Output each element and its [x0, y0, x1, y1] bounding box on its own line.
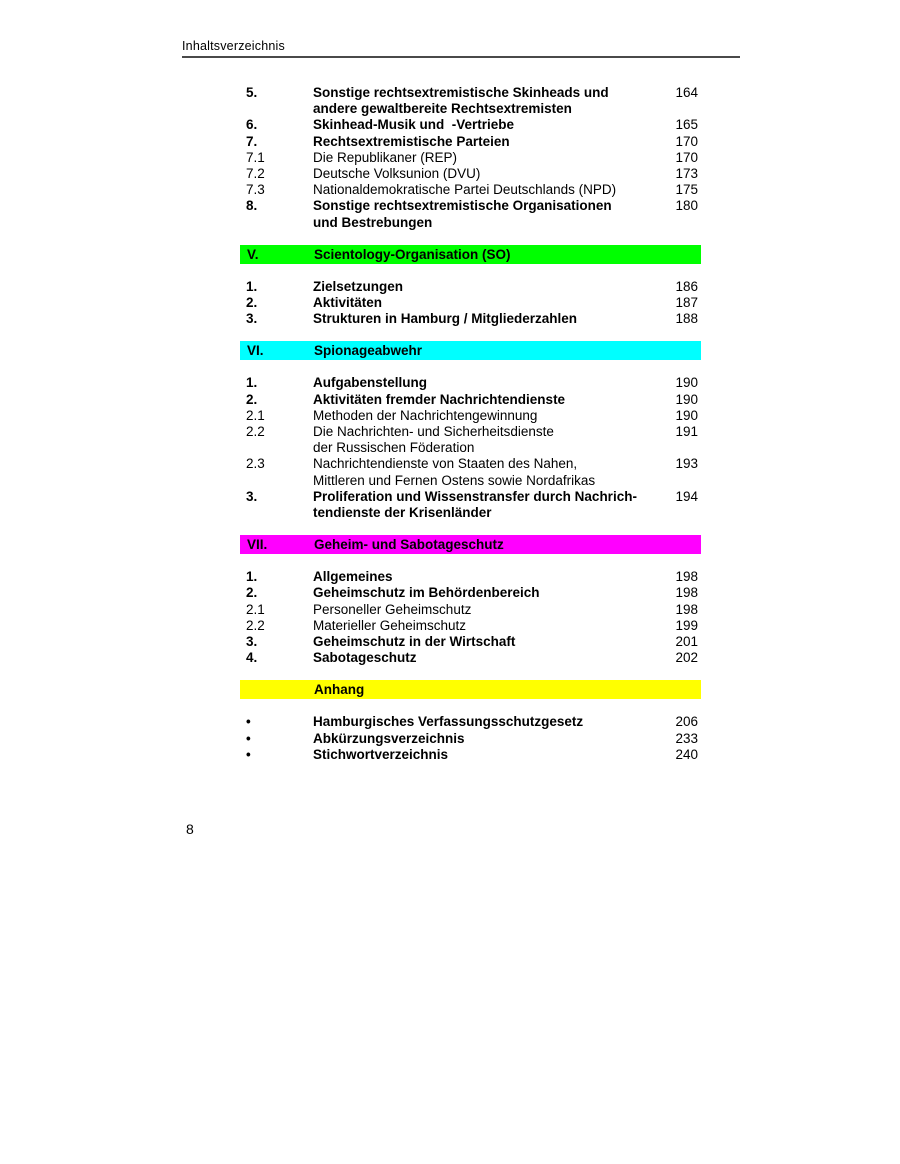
entry-title-line: Skinhead-Musik und -Vertriebe — [313, 117, 515, 133]
entry-title — [313, 424, 651, 456]
entry-title — [313, 747, 651, 763]
entry-page-number: 202 — [675, 650, 698, 666]
entry-number: 6. — [246, 117, 258, 133]
page-header-title: Inhaltsverzeichnis — [182, 39, 285, 53]
toc-entry — [240, 747, 701, 763]
entry-title-line: Sonstige rechtsextremistische Skinheads und — [313, 85, 609, 100]
bullet-icon: • — [246, 714, 251, 730]
toc-entry — [240, 602, 701, 618]
entry-title — [313, 618, 651, 634]
entry-title-line: Hamburgisches Verfassungsschutzgesetz — [313, 714, 584, 730]
entry-title — [313, 166, 651, 182]
entry-title-line: Stichwortverzeichnis — [313, 746, 449, 762]
entry-number: 1. — [246, 375, 258, 391]
entry-page-number: 190 — [675, 391, 698, 407]
entry-title-line: Geheimschutz in der Wirtschaft — [313, 634, 516, 650]
bullet-icon: • — [246, 746, 251, 762]
entry-page-number: 198 — [675, 585, 698, 601]
section-number: V. — [247, 246, 259, 262]
entry-number: 7.1 — [246, 149, 265, 165]
entry-title — [313, 634, 651, 650]
section-number: VI. — [247, 343, 264, 359]
entry-number: 2.2 — [246, 617, 265, 633]
entry-page-number: 194 — [675, 488, 698, 504]
toc-entry — [240, 198, 701, 230]
section-number: VII. — [247, 537, 268, 553]
section-title: Spionageabwehr — [314, 343, 423, 359]
entry-page-number: 206 — [675, 714, 698, 730]
entry-title — [313, 602, 651, 618]
toc-entry — [240, 311, 701, 327]
toc-entry — [240, 182, 701, 198]
toc-entry — [240, 634, 701, 650]
entry-page-number: 191 — [675, 424, 698, 440]
entry-title-line: Materieller Geheimschutz — [313, 617, 467, 633]
entry-page-number: 193 — [675, 456, 698, 472]
entry-title — [313, 117, 651, 133]
entry-title-line: Nationaldemokratische Partei Deutschlands (NPD) — [313, 182, 617, 198]
entry-title — [313, 182, 651, 198]
entry-title-line: Die Republikaner (REP) — [313, 149, 458, 165]
toc-entry — [240, 650, 701, 666]
entry-title — [313, 279, 651, 295]
entry-title — [313, 714, 651, 730]
entry-number: 4. — [246, 650, 258, 666]
entry-title — [313, 731, 651, 747]
entry-number: 2.2 — [246, 424, 265, 440]
toc-entry — [240, 408, 701, 424]
entry-title-line: Sabotageschutz — [313, 650, 417, 666]
entry-title-line: Aktivitäten — [313, 295, 383, 311]
entry-title-line: Personeller Geheimschutz — [313, 601, 472, 617]
entry-title — [313, 489, 651, 521]
entry-number: 2.3 — [246, 456, 265, 472]
entry-page-number: 186 — [675, 278, 698, 294]
entry-title-line: Sonstige rechtsextremistische Organisationen — [313, 198, 612, 214]
entry-title-line: Rechtsextremistische Parteien — [313, 133, 510, 149]
entry-title — [313, 85, 651, 117]
entry-title-line: Zielsetzungen — [313, 278, 404, 294]
entry-number: 1. — [246, 278, 258, 294]
entry-page-number: 199 — [675, 617, 698, 633]
entry-title — [313, 198, 651, 230]
entry-title — [313, 569, 651, 585]
table-of-contents — [240, 85, 701, 763]
toc-entry — [240, 731, 701, 747]
entry-number: 3. — [246, 634, 258, 650]
section-title: Anhang — [314, 682, 365, 698]
entry-title-line: tendienste der Krisenländer — [313, 505, 492, 521]
entry-title-line: Geheimschutz im Behördenbereich — [313, 585, 540, 601]
entry-title-line: und Bestrebungen — [313, 214, 433, 230]
toc-entry — [240, 295, 701, 311]
entry-page-number: 170 — [675, 149, 698, 165]
entry-number: 7.2 — [246, 166, 265, 182]
entry-title-line: der Russischen Föderation — [313, 440, 475, 456]
section-header-bar — [240, 535, 701, 554]
toc-entry — [240, 489, 701, 521]
entry-number: 1. — [246, 569, 258, 585]
entry-number: 2. — [246, 295, 258, 311]
toc-entry — [240, 392, 701, 408]
entry-title — [313, 295, 651, 311]
entry-number: 2.1 — [246, 407, 265, 423]
entry-title — [313, 650, 651, 666]
toc-entry — [240, 618, 701, 634]
entry-number: 7. — [246, 133, 258, 149]
toc-entry — [240, 375, 701, 391]
entry-title-line: Aktivitäten fremder Nachrichtendienste — [313, 391, 566, 407]
entry-page-number: 188 — [675, 311, 698, 327]
entry-title-line: Mittleren und Fernen Ostens sowie Nordafrikas — [313, 472, 596, 488]
entry-number: 7.3 — [246, 182, 265, 198]
entry-number: 2. — [246, 391, 258, 407]
toc-entry — [240, 714, 701, 730]
entry-page-number: 198 — [675, 569, 698, 585]
toc-entry — [240, 585, 701, 601]
entry-title — [313, 585, 651, 601]
entry-title — [313, 408, 651, 424]
entry-number: 3. — [246, 488, 258, 504]
entry-title — [313, 375, 651, 391]
entry-title — [313, 311, 651, 327]
toc-entry — [240, 134, 701, 150]
toc-entry — [240, 117, 701, 133]
entry-title-line: Die Nachrichten- und Sicherheitsdienste — [313, 424, 554, 440]
entry-number: 8. — [246, 198, 258, 214]
section-title: Geheim- und Sabotageschutz — [314, 537, 504, 553]
entry-page-number: 240 — [675, 746, 698, 762]
entry-title-line: andere gewaltbereite Rechtsextremisten — [313, 101, 572, 117]
entry-title — [313, 150, 651, 166]
entry-number: 2. — [246, 585, 258, 601]
entry-number: 2.1 — [246, 601, 265, 617]
section-header-bar — [240, 680, 701, 699]
entry-page-number: 170 — [675, 133, 698, 149]
entry-title — [313, 134, 651, 150]
entry-page-number: 175 — [675, 182, 698, 198]
entry-title-line: Aufgabenstellung — [313, 375, 427, 391]
entry-title — [313, 392, 651, 408]
entry-title-line: Deutsche Volksunion (DVU) — [313, 166, 481, 182]
entry-title-line: Strukturen in Hamburg / Mitgliederzahlen — [313, 311, 578, 327]
section-title: Scientology-Organisation (SO) — [314, 246, 511, 262]
entry-page-number: 164 — [675, 85, 698, 100]
header-rule — [182, 56, 740, 58]
entry-page-number: 190 — [675, 375, 698, 391]
entry-number: 5. — [246, 85, 258, 100]
entry-title-line: Abkürzungsverzeichnis — [313, 730, 465, 746]
toc-entry — [240, 150, 701, 166]
entry-page-number: 233 — [675, 730, 698, 746]
section-header-bar — [240, 341, 701, 360]
entry-title — [313, 456, 651, 488]
entry-page-number: 201 — [675, 634, 698, 650]
entry-page-number: 198 — [675, 601, 698, 617]
entry-title-line: Allgemeines — [313, 569, 393, 585]
entry-page-number: 173 — [675, 166, 698, 182]
entry-page-number: 187 — [675, 295, 698, 311]
toc-entry — [240, 85, 701, 117]
entry-title-line: Proliferation und Wissenstransfer durch Nachrich- — [313, 488, 637, 504]
entry-page-number: 190 — [675, 407, 698, 423]
toc-entry — [240, 279, 701, 295]
bullet-icon: • — [246, 730, 251, 746]
toc-entry — [240, 569, 701, 585]
page-header — [182, 39, 740, 58]
section-header-bar — [240, 245, 701, 264]
toc-entry — [240, 456, 701, 488]
entry-title-line: Nachrichtendienste von Staaten des Nahen, — [313, 456, 578, 472]
page-number: 8 — [186, 821, 194, 837]
toc-entry — [240, 424, 701, 456]
entry-page-number: 165 — [675, 117, 698, 133]
entry-title-line: Methoden der Nachrichtengewinnung — [313, 407, 538, 423]
entry-page-number: 180 — [675, 198, 698, 214]
entry-number: 3. — [246, 311, 258, 327]
toc-entry — [240, 166, 701, 182]
